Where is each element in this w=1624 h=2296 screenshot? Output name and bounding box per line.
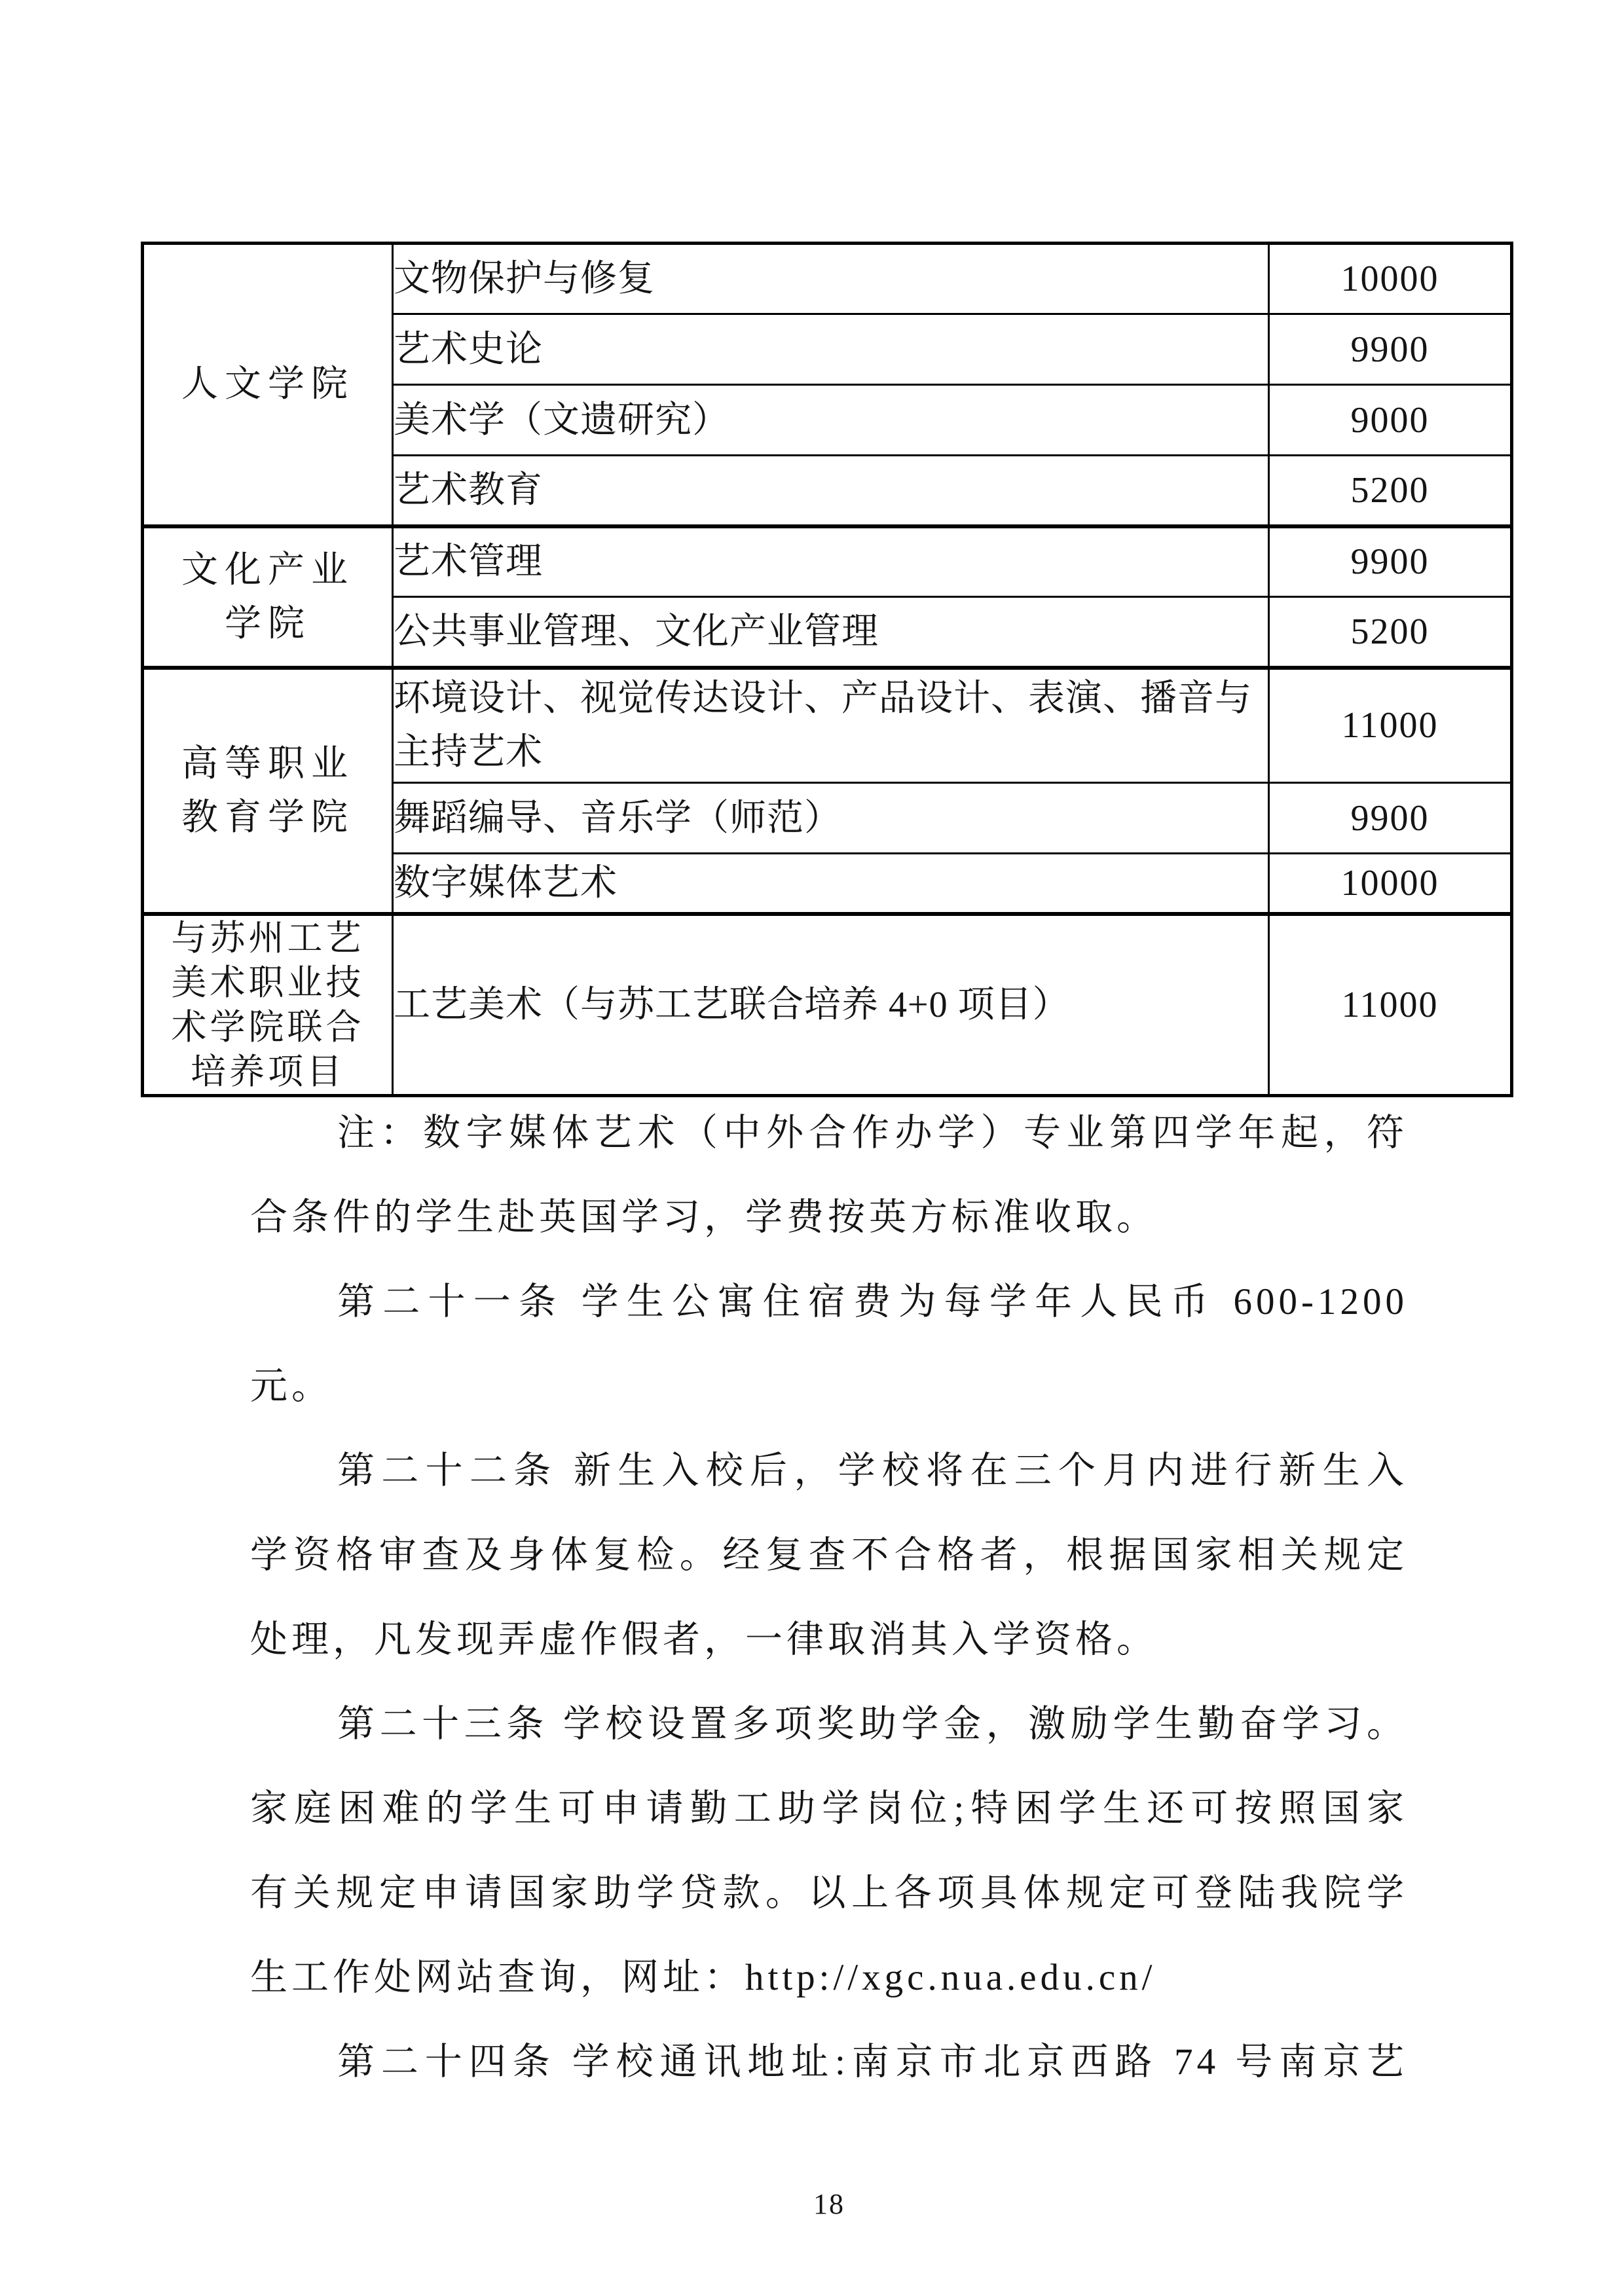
major-cell: 艺术教育 [393,456,1269,526]
body-line: 处理，凡发现弄虚作假者，一律取消其入学资格。 [250,1619,1158,1660]
fee-cell: 5200 [1269,456,1512,526]
major-cell: 环境设计、视觉传达设计、产品设计、表演、播音与主持艺术 [393,668,1269,783]
college-name: 与苏州工艺 [171,918,365,958]
college-cell-humanities [143,244,393,526]
college-name: 教育学院 [181,797,354,838]
fee-cell: 5200 [1269,597,1512,668]
major-cell: 舞蹈编导、音乐学（师范） [393,783,1269,854]
college-name: 人文学院 [181,364,354,405]
body-line: 元。 [250,1366,333,1407]
college-name: 高等职业 [181,743,354,784]
college-name: 术学院联合 [171,1007,365,1047]
fee-cell: 10000 [1269,244,1512,314]
major-cell: 数字媒体艺术 [393,854,1269,914]
major-cell: 文物保护与修复 [393,244,1269,314]
body-line-article-23: 第二十三条 学校设置多项奖助学金，激励学生勤奋学习。 [337,1704,1408,1745]
body-line-note: 注：数字媒体艺术（中外合作办学）专业第四学年起，符 [337,1112,1408,1154]
body-line: 家庭困难的学生可申请勤工助学岗位;特困学生还可按照国家 [250,1788,1408,1829]
college-cell-suzhou-joint-program [143,914,393,1096]
major-cell: 艺术史论 [393,314,1269,385]
college-name: 美术职业技 [171,962,365,1002]
major-cell: 工艺美术（与苏工艺联合培养 4+0 项目） [393,914,1269,1096]
fee-cell: 9900 [1269,314,1512,385]
body-line: 合条件的学生赴英国学习，学费按英方标准收取。 [250,1197,1158,1238]
fee-cell: 11000 [1269,914,1512,1096]
major-cell: 美术学（文遗研究） [393,385,1269,456]
fee-cell: 9900 [1269,526,1512,597]
fee-cell: 9000 [1269,385,1512,456]
body-line-website: 生工作处网站查询，网址：http://xgc.nua.edu.cn/ [250,1957,1156,1998]
tuition-table [141,242,1513,1097]
fee-cell: 11000 [1269,668,1512,783]
body-line-article-22: 第二十二条 新生入校后，学校将在三个月内进行新生入 [337,1450,1408,1491]
table-row [143,914,1512,1096]
college-name: 培养项目 [191,1051,345,1091]
college-name: 学院 [225,603,311,644]
major-cell: 公共事业管理、文化产业管理 [393,597,1269,668]
fee-cell: 10000 [1269,854,1512,914]
body-line: 有关规定申请国家助学贷款。以上各项具体规定可登陆我院学 [250,1872,1408,1914]
college-cell-cultural-industry [143,526,393,668]
page-number: 18 [813,2188,845,2220]
fee-cell: 9900 [1269,783,1512,854]
college-cell-higher-vocational [143,668,393,914]
body-line-article-21: 第二十一条 学生公寓住宿费为每学年人民币 600-1200 [337,1281,1408,1322]
table-row [143,668,1512,783]
table-row [143,526,1512,597]
college-name: 文化产业 [181,549,354,591]
body-line: 学资格审查及身体复检。经复查不合格者，根据国家相关规定 [250,1535,1408,1576]
major-cell: 艺术管理 [393,526,1269,597]
body-line-article-24: 第二十四条 学校通讯地址:南京市北京西路 74 号南京艺 [337,2041,1408,2083]
table-row [143,244,1512,314]
body-text [250,1091,1408,2104]
